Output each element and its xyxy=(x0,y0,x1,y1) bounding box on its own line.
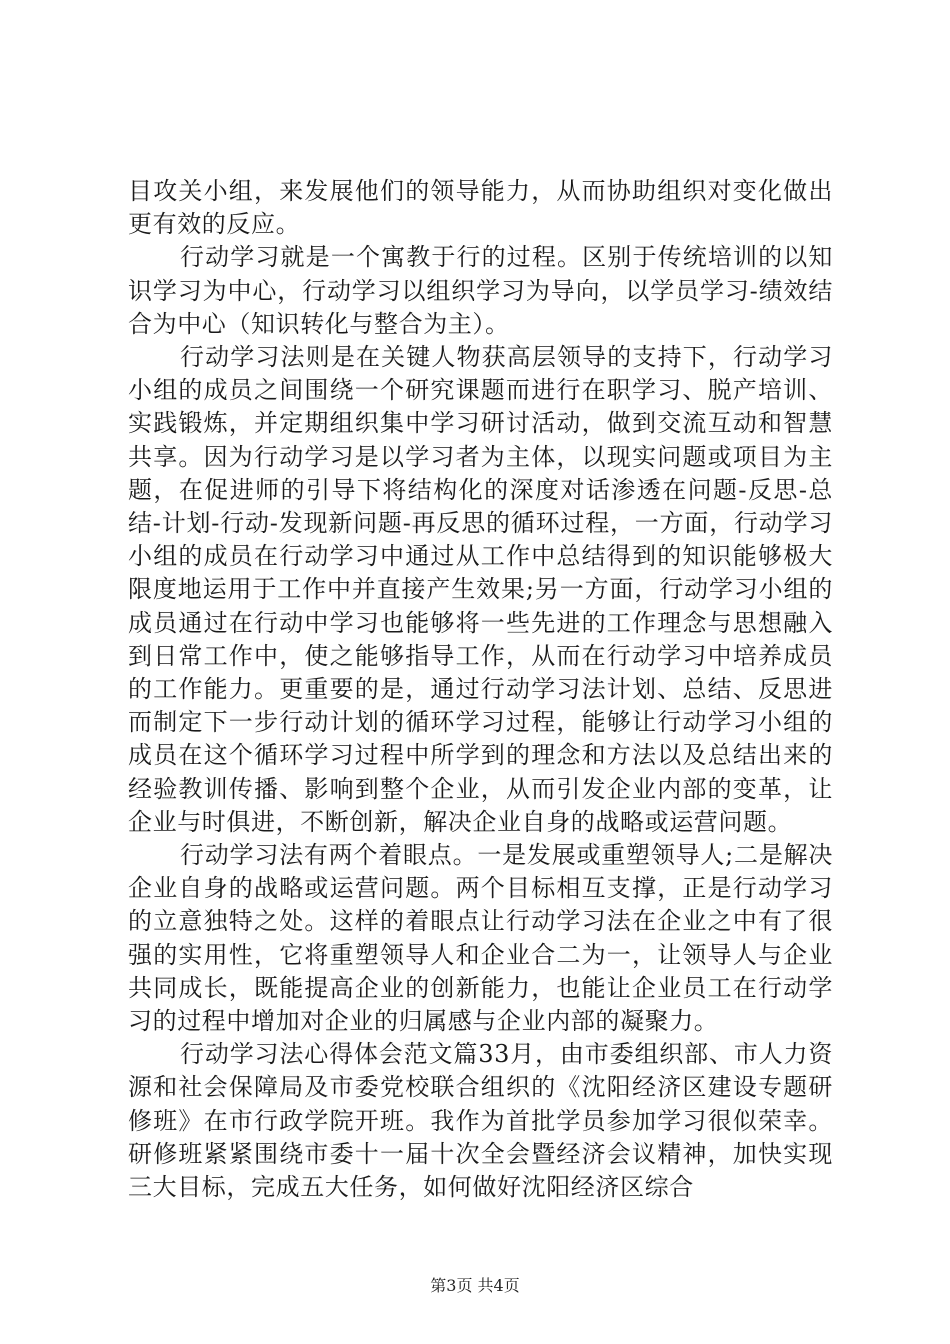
paragraph: 行动学习法有两个着眼点。一是发展或重塑领导人;二是解决企业自身的战略或运营问题。两个目标相互支撑，正是行动学习的立意独特之处。这样的着眼点让行动学习法在企业之中有了很强的实用性，它将重塑领导人和企业合二为一，让领导人与企业共同成长，既能提高企业的创新能力，也能让企业员工在行动学习的过程中增加对企业的归属感与企业内部的凝聚力。 xyxy=(128,841,833,1036)
paragraph: 目攻关小组，来发展他们的领导能力，从而协助组织对变化做出更有效的反应。 xyxy=(128,177,833,239)
paragraph: 行动学习法心得体会范文篇33月，由市委组织部、市人力资源和社会保障局及市委党校联合组织的《沈阳经济区建设专题研修班》在市行政学院开班。我作为首批学员参加学习很似荣幸。研修班紧紧围绕市委十一届十次全会暨经济会议精神，加快实现三大目标，完成五大任务，如何做好沈阳经济区综合 xyxy=(128,1040,833,1202)
page-footer: 第3页 共4页 xyxy=(430,1276,520,1295)
paragraph: 行动学习法则是在关键人物获高层领导的支持下，行动学习小组的成员之间围绕一个研究课题而进行在职学习、脱产培训、实践锻炼，并定期组织集中学习研讨活动，做到交流互动和智慧共享。因为行动学习是以学习者为主体，以现实问题或项目为主题，在促进师的引导下将结构化的深度对话渗透在问题-反思-总结-计划-行动-发现新问题-再反思的循环过程，一方面，行动学习小组的成员在行动学习中通过从工作中总结得到的知识能够极大限度地运用于工作中并直接产生效果;另一方面，行动学习小组的成员通过在行动中学习也能够将一些先进的工作理念与思想融入到日常工作中，使之能够指导工作，从而在行动学习中培养成员的工作能力。更重要的是，通过行动学习法计划、总结、反思进而制定下一步行动计划的循环学习过程，能够让行动学习小组的成员在这个循环学习过程中所学到的理念和方法以及总结出来的经验教训传播、影响到整个企业，从而引发企业内部的变革，让企业与时俱进，不断创新，解决企业自身的战略或运营问题。 xyxy=(128,343,833,836)
paragraph: 行动学习就是一个寓教于行的过程。区别于传统培训的以知识学习为中心，行动学习以组织学习为导向，以学员学习-绩效结合为中心（知识转化与整合为主）。 xyxy=(128,243,833,338)
document-body xyxy=(128,175,833,1204)
